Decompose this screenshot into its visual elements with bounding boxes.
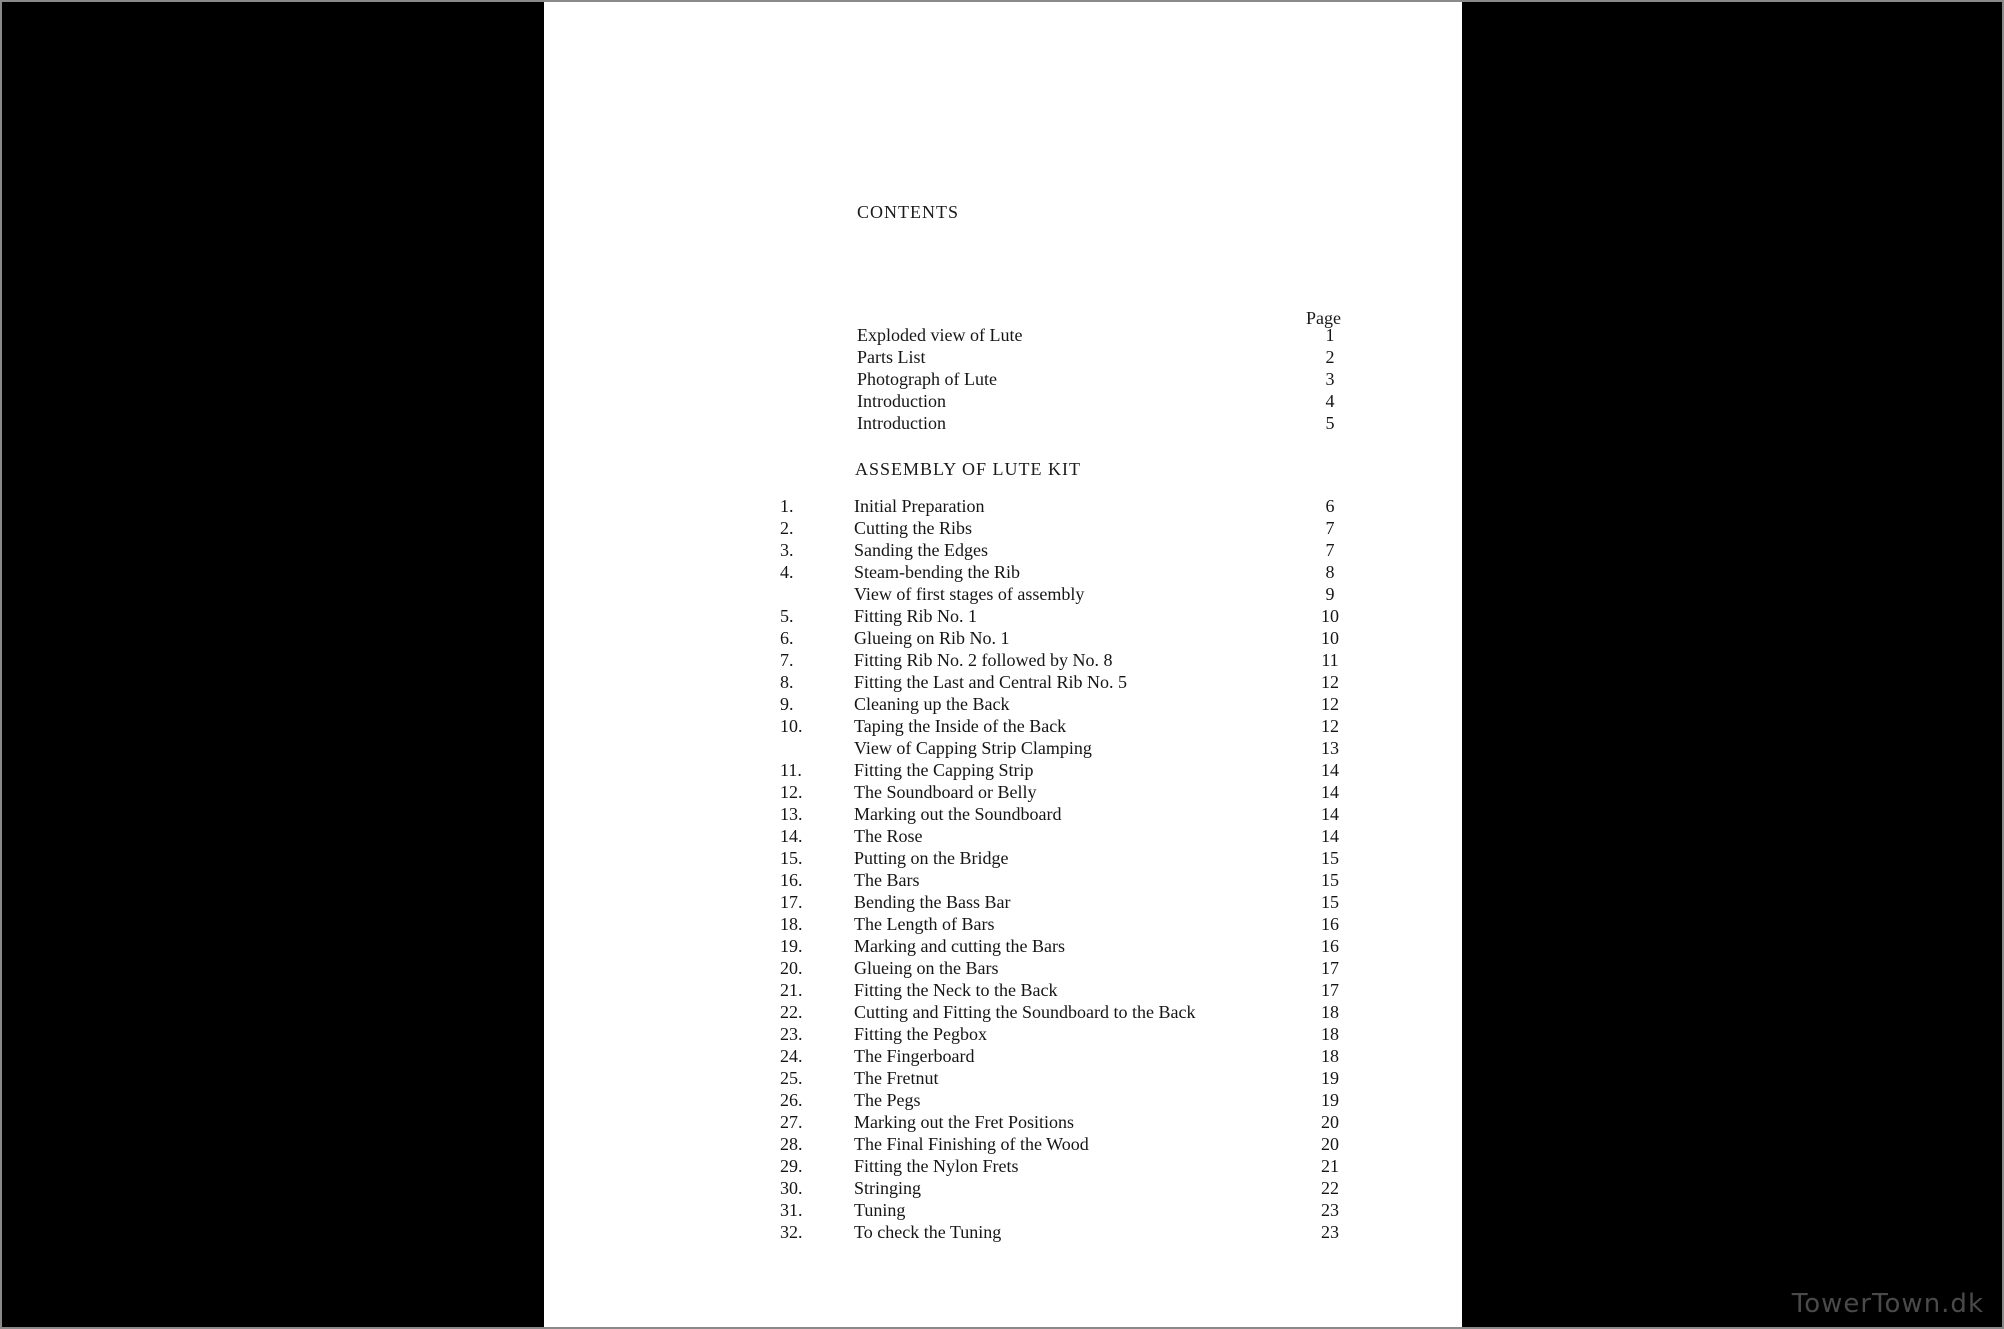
- entry-number: 2.: [780, 518, 794, 538]
- entry-number: 32.: [780, 1222, 803, 1242]
- entry-title: Steam-bending the Rib: [854, 562, 1020, 582]
- entry-title: Initial Preparation: [854, 496, 985, 516]
- entry-title: Glueing on Rib No. 1: [854, 628, 1010, 648]
- entry-page-number: 22: [1321, 1178, 1339, 1198]
- contents-heading: CONTENTS: [857, 202, 959, 222]
- entry-title: The Soundboard or Belly: [854, 782, 1037, 802]
- entry-number: 1.: [780, 496, 794, 516]
- toc-entry: [544, 957, 1462, 979]
- entry-page-number: 13: [1321, 738, 1339, 758]
- toc-entry: [544, 913, 1462, 935]
- entry-page-number: 20: [1321, 1112, 1339, 1132]
- toc-entry: [544, 737, 1462, 759]
- entry-page-number: 5: [1325, 413, 1335, 433]
- toc-entry: [544, 495, 1462, 517]
- entry-number: 31.: [780, 1200, 803, 1220]
- entry-page-number: 1: [1325, 325, 1335, 345]
- entry-number: 6.: [780, 628, 794, 648]
- entry-number: 7.: [780, 650, 794, 670]
- toc-entry: [544, 803, 1462, 825]
- entry-page-number: 14: [1321, 826, 1339, 846]
- entry-page-number: 18: [1321, 1002, 1339, 1022]
- entry-page-number: 20: [1321, 1134, 1339, 1154]
- entry-title: Parts List: [857, 347, 926, 367]
- toc-entry: [544, 1045, 1462, 1067]
- toc-entry: [544, 1089, 1462, 1111]
- entry-number: 16.: [780, 870, 803, 890]
- toc-entry: [544, 935, 1462, 957]
- entry-page-number: 15: [1321, 870, 1339, 890]
- entry-number: 27.: [780, 1112, 803, 1132]
- entry-page-number: 18: [1321, 1046, 1339, 1066]
- entry-page-number: 7: [1325, 518, 1335, 538]
- entry-title: The Length of Bars: [854, 914, 995, 934]
- entry-page-number: 23: [1321, 1222, 1339, 1242]
- entry-number: 25.: [780, 1068, 803, 1088]
- entry-title: Tuning: [854, 1200, 906, 1220]
- entry-page-number: 6: [1325, 496, 1335, 516]
- entry-title: The Fingerboard: [854, 1046, 975, 1066]
- entry-page-number: 12: [1321, 672, 1339, 692]
- toc-entry: [544, 1199, 1462, 1221]
- entry-title: Fitting Rib No. 2 followed by No. 8: [854, 650, 1113, 670]
- entry-title: Fitting the Pegbox: [854, 1024, 988, 1044]
- entry-page-number: 7: [1325, 540, 1335, 560]
- toc-entry: [544, 715, 1462, 737]
- entry-page-number: 10: [1321, 628, 1339, 648]
- toc-entry: [544, 693, 1462, 715]
- toc-entry: [544, 1155, 1462, 1177]
- entry-title: Fitting the Nylon Frets: [854, 1156, 1019, 1176]
- entry-number: 5.: [780, 606, 794, 626]
- entry-title: Cleaning up the Back: [854, 694, 1010, 714]
- entry-number: 21.: [780, 980, 803, 1000]
- toc-entry: [544, 1111, 1462, 1133]
- entry-title: Fitting the Last and Central Rib No. 5: [854, 672, 1127, 692]
- entry-title: The Fretnut: [854, 1068, 939, 1088]
- entry-title: View of first stages of assembly: [854, 584, 1085, 604]
- entry-number: 28.: [780, 1134, 803, 1154]
- toc-entry: [544, 627, 1462, 649]
- toc-entry: [544, 368, 1462, 390]
- page-column-label: Page: [1306, 308, 1341, 328]
- entry-page-number: 23: [1321, 1200, 1339, 1220]
- toc-entry: [544, 539, 1462, 561]
- toc-entry: [544, 605, 1462, 627]
- entry-number: 9.: [780, 694, 794, 714]
- entry-page-number: 16: [1321, 936, 1339, 956]
- assembly-steps-list: [544, 495, 1462, 1243]
- entry-number: 29.: [780, 1156, 803, 1176]
- entry-number: 14.: [780, 826, 803, 846]
- entry-title: View of Capping Strip Clamping: [854, 738, 1092, 758]
- entry-title: Cutting and Fitting the Soundboard to the Back: [854, 1002, 1196, 1022]
- entry-page-number: 3: [1325, 369, 1335, 389]
- entry-title: Stringing: [854, 1178, 922, 1198]
- entry-page-number: 19: [1321, 1090, 1339, 1110]
- front-matter-list: [544, 324, 1462, 434]
- entry-number: 10.: [780, 716, 803, 736]
- entry-title: Putting on the Bridge: [854, 848, 1009, 868]
- toc-entry: [544, 649, 1462, 671]
- entry-title: The Rose: [854, 826, 923, 846]
- entry-page-number: 14: [1321, 804, 1339, 824]
- entry-page-number: 16: [1321, 914, 1339, 934]
- entry-number: 17.: [780, 892, 803, 912]
- section-heading: ASSEMBLY OF LUTE KIT: [855, 459, 1082, 479]
- entry-number: 24.: [780, 1046, 803, 1066]
- entry-title: To check the Tuning: [854, 1222, 1002, 1242]
- entry-number: 15.: [780, 848, 803, 868]
- entry-title: Exploded view of Lute: [857, 325, 1023, 345]
- toc-entry: [544, 781, 1462, 803]
- entry-title: Bending the Bass Bar: [854, 892, 1011, 912]
- entry-title: Photograph of Lute: [857, 369, 997, 389]
- entry-title: Marking and cutting the Bars: [854, 936, 1065, 956]
- entry-page-number: 19: [1321, 1068, 1339, 1088]
- entry-page-number: 17: [1321, 980, 1339, 1000]
- entry-page-number: 21: [1321, 1156, 1339, 1176]
- entry-page-number: 10: [1321, 606, 1339, 626]
- entry-page-number: 14: [1321, 782, 1339, 802]
- toc-entry: [544, 1067, 1462, 1089]
- entry-page-number: 15: [1321, 892, 1339, 912]
- entry-page-number: 15: [1321, 848, 1339, 868]
- entry-title: Introduction: [857, 413, 946, 433]
- toc-entry: [544, 1023, 1462, 1045]
- entry-number: 12.: [780, 782, 803, 802]
- toc-entry: [544, 324, 1462, 346]
- toc-entry: [544, 1221, 1462, 1243]
- toc-entry: [544, 346, 1462, 368]
- toc-entry: [544, 825, 1462, 847]
- entry-page-number: 17: [1321, 958, 1339, 978]
- entry-number: 23.: [780, 1024, 803, 1044]
- toc-entry: [544, 1133, 1462, 1155]
- toc-entry: [544, 517, 1462, 539]
- entry-title: Glueing on the Bars: [854, 958, 999, 978]
- toc-entry: [544, 583, 1462, 605]
- entry-title: Fitting Rib No. 1: [854, 606, 978, 626]
- entry-page-number: 14: [1321, 760, 1339, 780]
- toc-entry: [544, 891, 1462, 913]
- entry-number: 4.: [780, 562, 794, 582]
- entry-page-number: 4: [1325, 391, 1335, 411]
- entry-number: 3.: [780, 540, 794, 560]
- toc-entry: [544, 1001, 1462, 1023]
- entry-title: Fitting the Neck to the Back: [854, 980, 1058, 1000]
- entry-number: 8.: [780, 672, 794, 692]
- entry-title: Fitting the Capping Strip: [854, 760, 1034, 780]
- toc-entry: [544, 412, 1462, 434]
- toc-entry: [544, 847, 1462, 869]
- entry-title: Sanding the Edges: [854, 540, 988, 560]
- entry-page-number: 12: [1321, 694, 1339, 714]
- entry-number: 11.: [780, 760, 802, 780]
- toc-entry: [544, 979, 1462, 1001]
- entry-title: Cutting the Ribs: [854, 518, 973, 538]
- entry-page-number: 11: [1321, 650, 1339, 670]
- toc-entry: [544, 671, 1462, 693]
- entry-page-number: 9: [1325, 584, 1335, 604]
- entry-title: Marking out the Soundboard: [854, 804, 1062, 824]
- entry-page-number: 18: [1321, 1024, 1339, 1044]
- entry-page-number: 8: [1325, 562, 1335, 582]
- entry-number: 19.: [780, 936, 803, 956]
- entry-number: 30.: [780, 1178, 803, 1198]
- entry-number: 18.: [780, 914, 803, 934]
- entry-title: The Pegs: [854, 1090, 921, 1110]
- watermark: TowerTown.dk: [1791, 1289, 1984, 1319]
- entry-page-number: 2: [1325, 347, 1335, 367]
- toc-entry: [544, 390, 1462, 412]
- entry-title: Taping the Inside of the Back: [854, 716, 1067, 736]
- toc-entry: [544, 759, 1462, 781]
- entry-title: Introduction: [857, 391, 946, 411]
- entry-title: Marking out the Fret Positions: [854, 1112, 1074, 1132]
- entry-title: The Bars: [854, 870, 920, 890]
- toc-entry: [544, 561, 1462, 583]
- entry-number: 13.: [780, 804, 803, 824]
- document-page: [544, 2, 1462, 1327]
- entry-title: The Final Finishing of the Wood: [854, 1134, 1089, 1154]
- entry-number: 26.: [780, 1090, 803, 1110]
- entry-page-number: 12: [1321, 716, 1339, 736]
- toc-entry: [544, 869, 1462, 891]
- toc-entry: [544, 1177, 1462, 1199]
- entry-number: 20.: [780, 958, 803, 978]
- entry-number: 22.: [780, 1002, 803, 1022]
